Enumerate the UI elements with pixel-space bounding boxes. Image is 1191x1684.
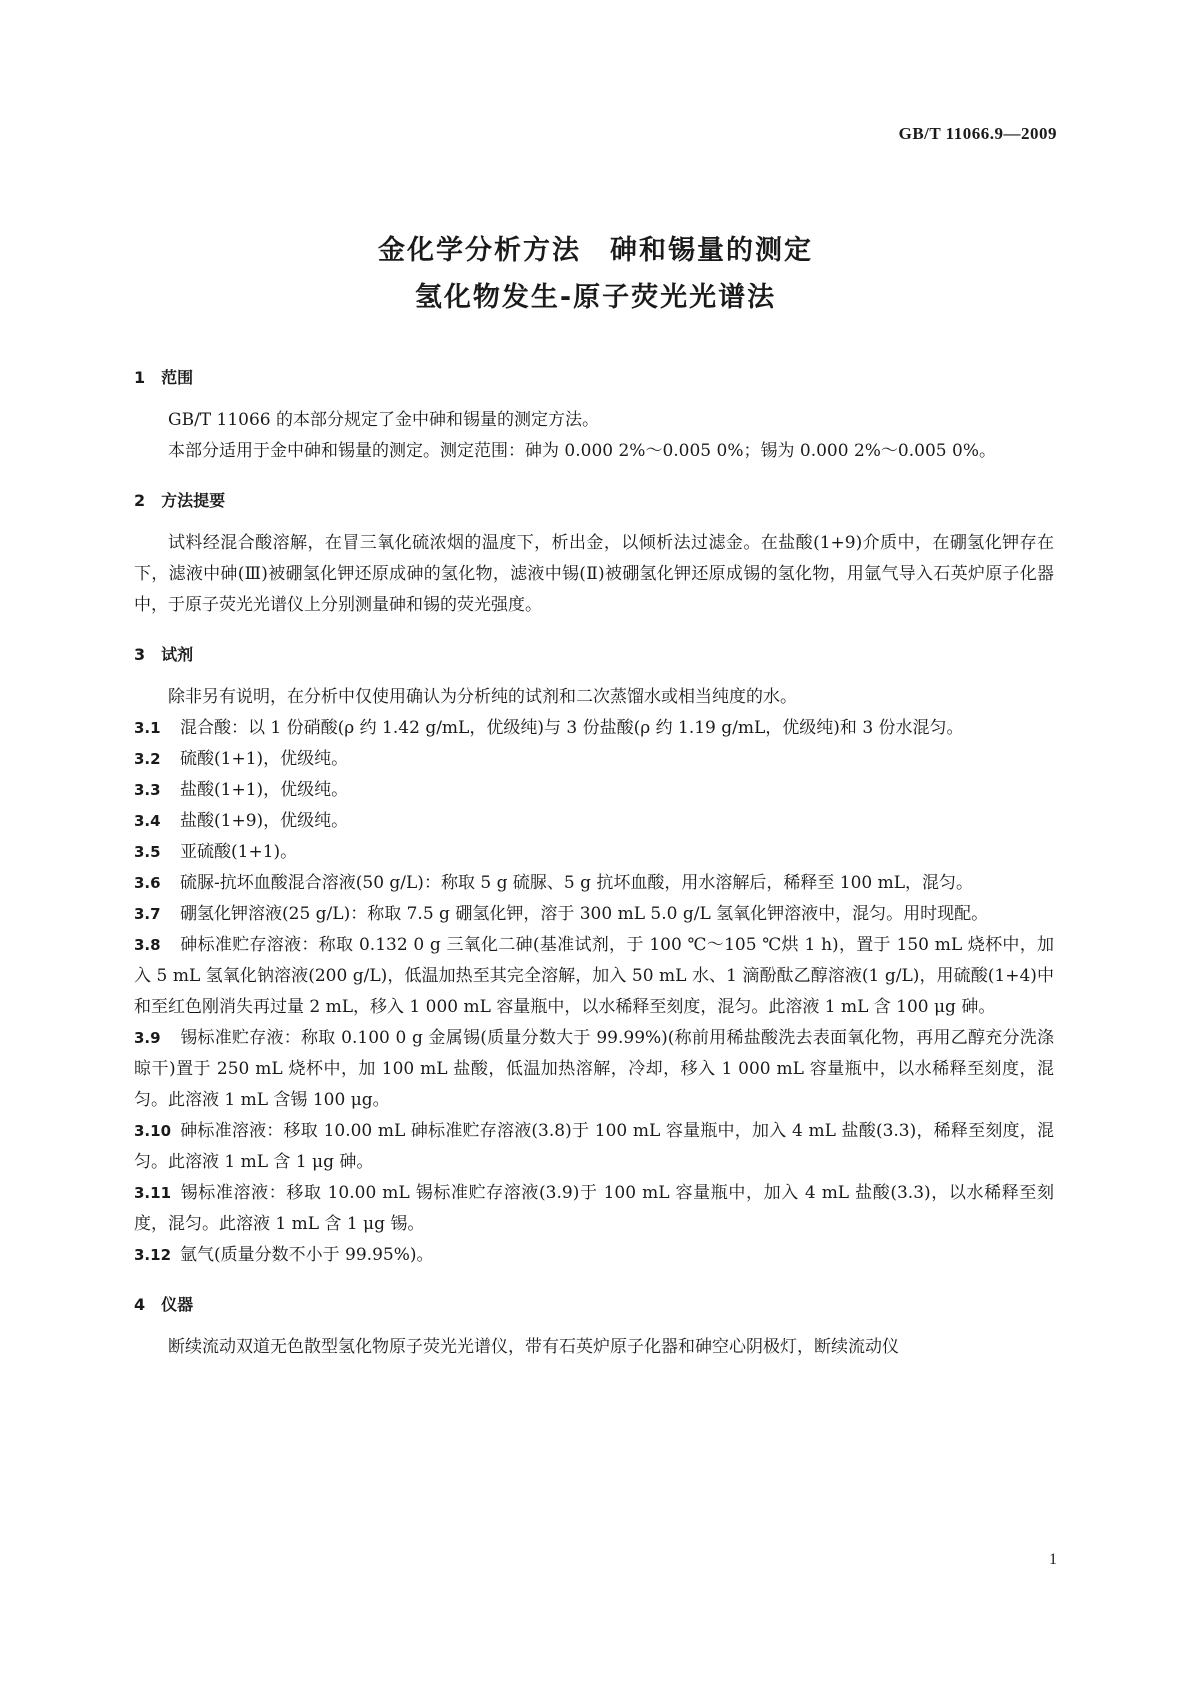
item-number: 3.7 <box>134 905 161 923</box>
reagent-item <box>134 899 1054 930</box>
item-number: 3.2 <box>134 750 161 768</box>
item-text: 亚硫酸(1+1)。 <box>180 842 298 862</box>
reagent-item <box>134 930 1054 1023</box>
paragraph: 除非另有说明，在分析中仅使用确认为分析纯的试剂和二次蒸馏水或相当纯度的水。 <box>168 687 797 707</box>
item-text: 氩气(质量分数不小于 99.95%)。 <box>180 1245 434 1265</box>
paragraph: 本部分适用于金中砷和锡量的测定。测定范围：砷为 0.000 2%～0.005 0%；锡为 0.000 2%～0.005 0%。 <box>168 441 996 461</box>
item-text: 硫酸(1+1)，优级纯。 <box>180 749 349 769</box>
item-number: 3.12 <box>134 1246 172 1264</box>
reagent-item <box>134 713 1054 744</box>
item-text: 硼氢化钾溶液(25 g/L)：称取 7.5 g 硼氢化钾，溶于 300 mL 5.0 g/L 氢氧化钾溶液中，混匀。用时现配。 <box>180 904 989 924</box>
reagent-item <box>134 1023 1054 1116</box>
item-text: 盐酸(1+9)，优级纯。 <box>180 811 349 831</box>
item-number: 3.11 <box>134 1184 172 1202</box>
item-text: 砷标准贮存溶液：称取 0.132 0 g 三氧化二砷(基准试剂，于 100 ℃～105 ℃烘 1 h)，置于 150 mL 烧杯中，加入 5 mL 氢氧化钠溶液(200 g/L)，低温加热至其完全溶解，加入 50 mL 水、1 滴酚酞乙醇溶液(1 g/L)，用硫酸(1+4)中和至红色刚消失再过量 2 mL，移入 1 000 mL 容量瓶中，以水稀释至刻度，混匀。此溶液 1 mL 含 100 μg 砷。 <box>134 935 1054 1017</box>
section-heading-method-summary: 2 方法提要 <box>134 491 226 510</box>
section-heading-reagents: 3 试剂 <box>134 645 194 664</box>
reagent-item <box>134 744 1054 775</box>
reagent-item <box>134 1240 1054 1271</box>
standard-code: GB/T 11066.9—2009 <box>898 124 1057 143</box>
reagent-item <box>134 775 1054 806</box>
item-text: 硫脲-抗坏血酸混合溶液(50 g/L)：称取 5 g 硫脲、5 g 抗坏血酸，用水溶解后，稀释至 100 mL，混匀。 <box>180 873 974 893</box>
document-title-line-2: 氢化物发生-原子荧光光谱法 <box>414 282 777 313</box>
item-number: 3.10 <box>134 1122 172 1140</box>
section-heading-apparatus: 4 仪器 <box>134 1295 194 1314</box>
item-text: 锡标准溶液：移取 10.00 mL 锡标准贮存溶液(3.9)于 100 mL 容量瓶中，加入 4 mL 盐酸(3.3)，以水稀释至刻度，混匀。此溶液 1 mL 含 1 μg 锡。 <box>134 1183 1054 1234</box>
document-body <box>134 362 1054 1363</box>
section-heading-scope: 1 范围 <box>134 368 194 387</box>
item-number: 3.9 <box>134 1029 161 1047</box>
item-number: 3.8 <box>134 936 161 954</box>
reagent-item <box>134 1178 1054 1240</box>
item-text: 混合酸：以 1 份硝酸(ρ 约 1.42 g/mL，优级纯)与 3 份盐酸(ρ 约 1.19 g/mL，优级纯)和 3 份水混匀。 <box>180 718 964 738</box>
item-text: 锡标准贮存液：称取 0.100 0 g 金属锡(质量分数大于 99.99%)(称前用稀盐酸洗去表面氧化物，再用乙醇充分洗涤晾干)置于 250 mL 烧杯中，加 100 mL 盐酸，低温加热溶解，冷却，移入 1 000 mL 容量瓶中，以水稀释至刻度，混匀。此溶液 1 mL 含锡 100 μg。 <box>134 1028 1054 1110</box>
item-text: 盐酸(1+1)，优级纯。 <box>180 780 349 800</box>
paragraph: 断续流动双道无色散型氢化物原子荧光光谱仪，带有石英炉原子化器和砷空心阴极灯，断续流动仪 <box>168 1337 899 1357</box>
item-number: 3.5 <box>134 843 161 861</box>
item-number: 3.6 <box>134 874 161 892</box>
item-number: 3.4 <box>134 812 161 830</box>
page-number: 1 <box>1049 1551 1057 1568</box>
item-number: 3.1 <box>134 719 161 737</box>
item-number: 3.3 <box>134 781 161 799</box>
item-text: 砷标准溶液：移取 10.00 mL 砷标准贮存溶液(3.8)于 100 mL 容量瓶中，加入 4 mL 盐酸(3.3)，稀释至刻度，混匀。此溶液 1 mL 含 1 μg 砷。 <box>134 1121 1054 1172</box>
reagent-item <box>134 806 1054 837</box>
reagent-item <box>134 1116 1054 1178</box>
document-title-line-1: 金化学分析方法 砷和锡量的测定 <box>378 235 813 266</box>
reagent-item <box>134 837 1054 868</box>
paragraph: 试料经混合酸溶解，在冒三氧化硫浓烟的温度下，析出金，以倾析法过滤金。在盐酸(1+9)介质中，在硼氢化钾存在下，滤液中砷(Ⅲ)被硼氢化钾还原成砷的氢化物，滤液中锡(Ⅱ)被硼氢化钾还原成锡的氢化物，用氩气导入石英炉原子化器中，于原子荧光光谱仪上分别测量砷和锡的荧光强度。 <box>134 533 1054 615</box>
paragraph: GB/T 11066 的本部分规定了金中砷和锡量的测定方法。 <box>168 410 600 430</box>
reagent-item <box>134 868 1054 899</box>
